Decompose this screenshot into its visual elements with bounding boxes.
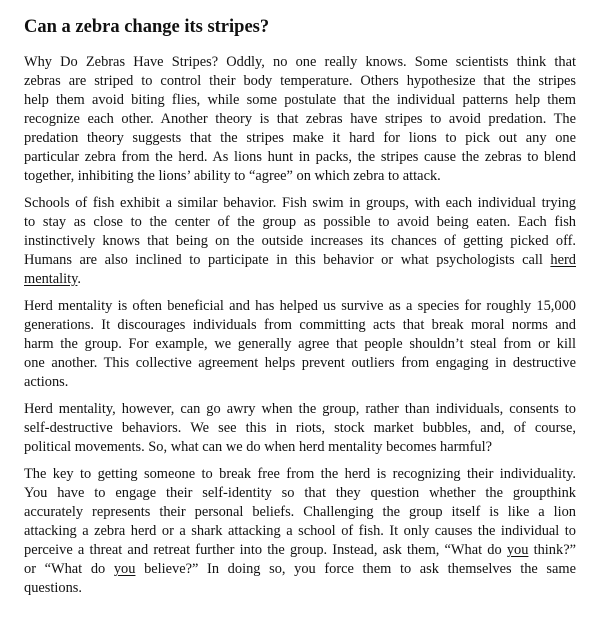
text-line: [24, 148, 576, 167]
text-segment: The key to getting someone to break free from the herd is recognizing their individuality.: [24, 466, 576, 482]
text-segment: believe?” In doing so, you force them to ask themselves the same: [135, 561, 576, 577]
article-body: [24, 53, 576, 606]
text-segment: instinctively knows that being on the outside increases its chances of getting picked off.: [24, 233, 576, 249]
text-line: [24, 373, 576, 392]
text-line: [24, 110, 576, 129]
text-line: [24, 438, 576, 457]
text-segment: generations. It discourages individuals from committing acts that break moral norms and: [24, 317, 576, 333]
text-line: [24, 213, 576, 232]
text-segment: Herd mentality is often beneficial and has helped us survive as a species for roughly 15,000: [24, 298, 576, 314]
text-segment: perceive a threat and retreat further into the group. Instead, ask them, “What do: [24, 542, 507, 558]
text-line: [24, 316, 576, 335]
text-segment: recognize each other. Another theory is that zebras have stripes to avoid predation. The: [24, 111, 576, 127]
paragraph: [24, 53, 576, 186]
text-line: [24, 297, 576, 316]
text-line: [24, 232, 576, 251]
text-segment: one another. This collective agreement helps prevent outliers from engaging in destructive: [24, 355, 576, 371]
text-segment: accurately represents their personal beliefs. Challenging the group itself is like a lion: [24, 504, 576, 520]
text-segment: Humans are also inclined to participate in this behavior or what psychologists call: [24, 252, 551, 268]
text-line: [24, 484, 576, 503]
text-segment: zebras are striped to control their body temperature. Others hypothesize that the stripes: [24, 73, 576, 89]
text-segment: .: [77, 271, 82, 287]
text-line: [24, 167, 576, 186]
document-title: Can a zebra change its stripes?: [24, 17, 270, 37]
text-segment: self-destructive behaviors. We see this in riots, stock market bubbles, and, of course,: [24, 420, 576, 436]
text-line: [24, 400, 576, 419]
text-segment: You have to engage their self-identity so that they question whether the groupthink: [24, 485, 576, 501]
text-line: [24, 522, 576, 541]
text-line: [24, 194, 576, 213]
text-line: [24, 541, 576, 560]
text-segment: political movements. So, what can we do when herd mentality becomes harmful?: [24, 439, 492, 455]
text-segment: or “What do: [24, 561, 114, 577]
paragraph: [24, 194, 576, 289]
text-segment: together, inhibiting the lions’ ability to “agree” on which zebra to attack.: [24, 168, 441, 184]
paragraph: [24, 465, 576, 598]
underlined-text: herd: [550, 252, 576, 268]
text-line: [24, 465, 576, 484]
text-line: [24, 335, 576, 354]
text-segment: actions.: [24, 374, 69, 390]
text-segment: think?”: [528, 542, 576, 558]
text-segment: questions.: [24, 580, 82, 596]
text-segment: help them avoid biting flies, while some postulate that the individual patterns help them: [24, 92, 576, 108]
text-line: [24, 560, 576, 579]
underlined-text: you: [506, 542, 529, 558]
text-line: [24, 129, 576, 148]
text-line: [24, 419, 576, 438]
text-line: [24, 53, 576, 72]
text-line: [24, 251, 576, 270]
paragraph: [24, 297, 576, 392]
text-line: [24, 579, 576, 598]
text-segment: particular zebra from the herd. As lions hunt in packs, the stripes cause the zebras to blend: [24, 149, 576, 165]
text-line: [24, 503, 576, 522]
text-segment: Herd mentality, however, can go awry when the group, rather than individuals, consents to: [24, 401, 576, 417]
text-segment: attacking a zebra herd or a shark attacking a school of fish. It only causes the individual to: [24, 523, 576, 539]
text-line: [24, 91, 576, 110]
text-segment: Schools of fish exhibit a similar behavior. Fish swim in groups, with each individual trying: [24, 195, 576, 211]
underlined-text: mentality: [24, 271, 78, 287]
text-segment: to stay as close to the center of the group as possible to avoid being eaten. Each fish: [24, 214, 576, 230]
text-line: [24, 72, 576, 91]
text-line: [24, 354, 576, 373]
text-segment: predation theory suggests that the stripes make it hard for lions to pick out any one: [24, 130, 576, 146]
text-segment: harm the group. For example, we generally agree that people shouldn’t steal from or kill: [24, 336, 576, 352]
text-line: [24, 270, 576, 289]
text-segment: Why Do Zebras Have Stripes? Oddly, no one really knows. Some scientists think that: [24, 54, 576, 70]
underlined-text: you: [113, 561, 136, 577]
paragraph: [24, 400, 576, 457]
